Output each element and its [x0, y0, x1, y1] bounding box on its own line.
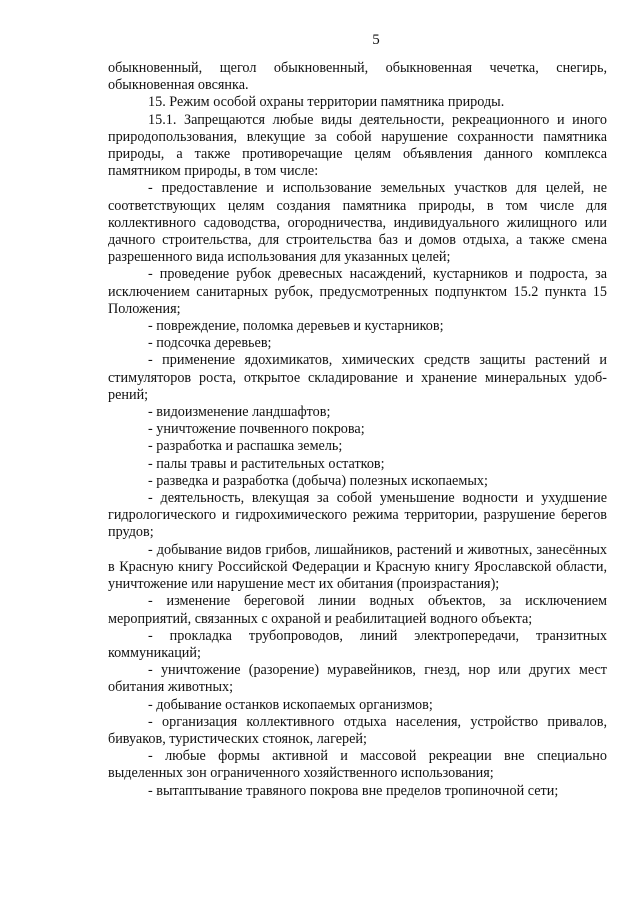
list-item: - подсочка деревьев; — [148, 335, 272, 352]
list-item: - организация коллективного отдыха населения, устройство привалов, бивуаков, туристических стоянок, лагерей; — [108, 713, 607, 747]
paragraph: 15.1. Запрещаются любые виды деятельности, рекреационного и иного природопользования, влекущие за собой нарушение сохранности памятника природы, а также противоречащие целям объявления данного комплекса памятником природы, в том числе: — [108, 111, 607, 180]
list-item: - изменение береговой линии водных объектов, за исключением мероприятий, связанных с охраной и реабилитацией водного объекта; — [108, 593, 607, 627]
list-item: - уничтожение (разорение) муравейников, гнезд, нор или других мест обитания животных; — [108, 662, 607, 696]
list-item: - добывание останков ископаемых организмов; — [148, 696, 433, 713]
list-item: - разработка и распашка земель; — [148, 438, 343, 455]
paragraph: обыкновенный, щегол обыкновенный, обыкновенная чечетка, снегирь, обыкновенная овсянка. — [108, 60, 607, 94]
list-item: - палы травы и растительных остатков; — [148, 455, 385, 472]
page-number: 5 — [372, 32, 380, 48]
list-item: - повреждение, поломка деревьев и кустарников; — [148, 318, 444, 335]
document-body — [108, 60, 607, 800]
list-item: - добывание видов грибов, лишайников, растений и животных, занесённых в Красную книгу Российской Федерации и Красную книгу Ярославской области, уничтожение или нарушение мест их обитания (произрастания); — [108, 541, 607, 593]
list-item: - вытаптывание травяного покрова вне пределов тропиночной сети; — [148, 782, 559, 799]
list-item: - видоизменение ландшафтов; — [148, 404, 331, 421]
list-item: - применение ядохимикатов, химических средств защиты растений и стимуляторов роста, открытое складирование и хранение минеральных удобрений; — [108, 352, 607, 403]
list-item: - предоставление и использование земельных участков для целей, не соответствующих целям создания памятника природы, в том числе для коллективного садоводства, огородничества, индивидуального жилищного или дачного строительства, для строительства баз и домов отдыха, а также смена разрешенного вида использования для указанных целей; — [108, 180, 607, 266]
list-item: - прокладка трубопроводов, линий электропередачи, транзитных коммуникаций; — [108, 627, 607, 661]
list-item: - любые формы активной и массовой рекреации вне специально выделенных зон ограниченного хозяйственного использования; — [108, 748, 607, 782]
section-heading: 15. Режим особой охраны территории памятника природы. — [148, 94, 505, 111]
list-item: - уничтожение почвенного покрова; — [148, 421, 365, 438]
list-item: - разведка и разработка (добыча) полезных ископаемых; — [148, 472, 488, 489]
list-item: - проведение рубок древесных насаждений, кустарников и подроста, за исключением санитарных рубок, предусмотренных подпунктом 15.2 пункта 15 Положения; — [108, 266, 607, 317]
list-item: - деятельность, влекущая за собой уменьшение водности и ухудшение гидрологического и гидрохимического режима территории, разрушение берегов прудов; — [108, 490, 607, 541]
